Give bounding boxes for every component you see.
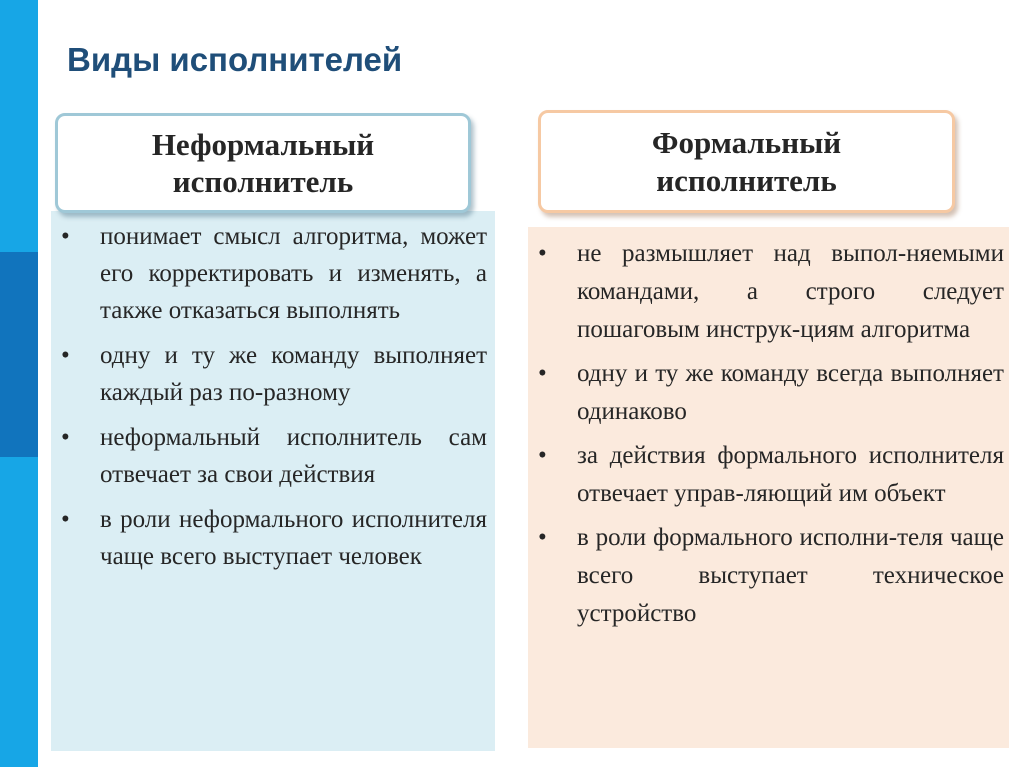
list-item: [534, 355, 1004, 431]
bullet-icon: •: [538, 442, 547, 469]
list-item-text: не размышляет над выпол-няемыми командами, а строго следует пошаговым инструк-циям алгоритма: [577, 240, 1004, 343]
list-item: [57, 501, 487, 575]
formal-executor-list: [534, 235, 1004, 639]
list-item-text: в роли формального исполни-теля чаще всего выступает техническое устройство: [577, 524, 1004, 627]
slide-title: Виды исполнителей: [67, 41, 403, 78]
list-item: [57, 419, 487, 493]
list-item-text: неформальный исполнитель сам отвечает за свои действия: [100, 424, 487, 488]
list-item: [534, 437, 1004, 513]
left-accent-stripe-dark: [0, 252, 38, 457]
informal-executor-list: [57, 218, 487, 583]
bullet-icon: •: [538, 240, 547, 267]
list-item-text: одну и ту же команду всегда выполняет одинаково: [577, 360, 1004, 425]
bullet-icon: •: [61, 223, 70, 250]
list-item: [534, 235, 1004, 349]
list-item: [534, 519, 1004, 633]
list-item-text: одну и ту же команду выполняет каждый раз по-разному: [100, 342, 487, 406]
bullet-icon: •: [538, 524, 547, 551]
bullet-icon: •: [61, 424, 70, 451]
bullet-icon: •: [538, 360, 547, 387]
bullet-icon: •: [61, 342, 70, 369]
formal-executor-heading: Формальный исполнитель: [538, 110, 955, 213]
bullet-icon: •: [61, 506, 70, 533]
list-item-text: в роли неформального исполнителя чаще всего выступает человек: [100, 506, 487, 570]
list-item: [57, 218, 487, 329]
list-item-text: понимает смысл алгоритма, может его корректировать и изменять, а также отказаться выполнять: [100, 223, 487, 324]
list-item-text: за действия формального исполнителя отвечает управ-ляющий им объект: [577, 442, 1004, 507]
informal-executor-heading: Неформальный исполнитель: [55, 113, 471, 213]
list-item: [57, 337, 487, 411]
